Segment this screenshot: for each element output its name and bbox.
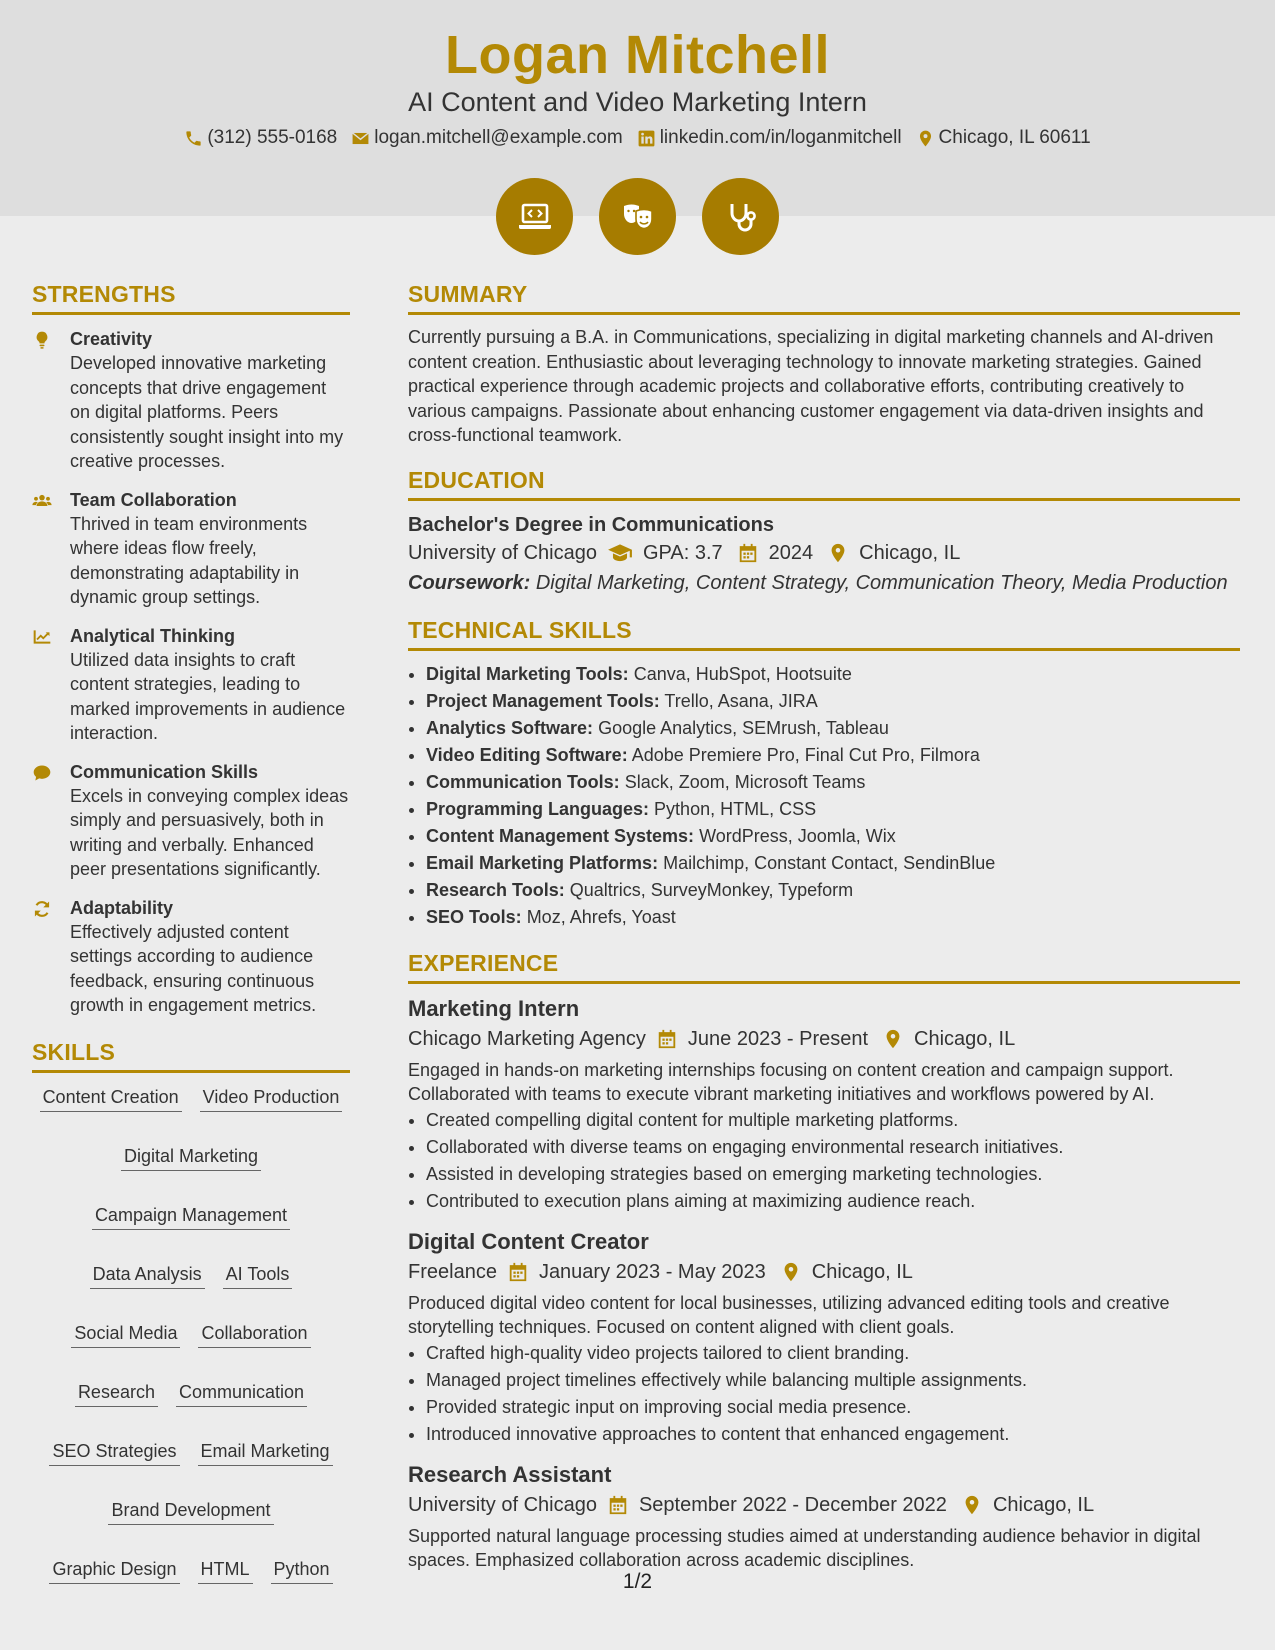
list-item: • Contributed to execution plans aiming at maximizing audience reach.: [426, 1188, 1240, 1215]
skill-tag: Graphic Design: [49, 1557, 179, 1584]
tech-skill-label: Programming Languages:: [426, 798, 650, 819]
contact-email[interactable]: [351, 125, 622, 151]
tech-skill-label: Analytics Software:: [426, 717, 594, 738]
map-pin-icon: [827, 542, 849, 564]
coursework-list: Digital Marketing, Content Strategy, Communication Theory, Media Production: [535, 571, 1228, 594]
list-item: [426, 823, 1240, 850]
skill-tag: Research: [75, 1380, 158, 1407]
tech-skill-value: Slack, Zoom, Microsoft Teams: [624, 771, 866, 792]
job-location: Chicago, IL: [992, 1493, 1095, 1516]
resume-header: [0, 0, 1275, 216]
coursework-label: Coursework:: [408, 571, 531, 594]
job-meta: [408, 1257, 1240, 1287]
skill-tag: Brand Development: [108, 1498, 273, 1525]
job-dates: January 2023 - May 2023: [538, 1260, 766, 1283]
job-description: Produced digital video content for local businesses, utilizing advanced editing tools and creative storytelling techniques. Focused on content aligned with client goals.: [408, 1292, 1170, 1337]
users-icon: [32, 491, 52, 511]
sync-icon: [32, 899, 52, 919]
skills-heading: SKILLS: [32, 1038, 350, 1073]
map-pin-icon: [916, 129, 935, 148]
job-meta: [408, 1024, 1240, 1054]
skill-tag: Collaboration: [198, 1321, 310, 1348]
badge-stethoscope: [702, 178, 779, 255]
strength-desc: Effectively adjusted content settings according to audience feedback, ensuring continuous growth in engagement metrics.: [70, 921, 317, 1015]
job-bullets: [408, 1340, 1240, 1448]
job-location: Chicago, IL: [914, 1027, 1016, 1050]
calendar-icon: [507, 1261, 529, 1283]
contact-bar: [0, 125, 1275, 151]
strength-desc: Thrived in team environments where ideas flow freely, demonstrating adaptability in dynamic group settings.: [70, 513, 308, 607]
strength-desc: Developed innovative marketing concepts that drive engagement on digital platforms. Peers consistently sought insight into my creative processes.: [70, 353, 344, 471]
strength-desc: Excels in conveying complex ideas simply and persuasively, both in writing and verbally. Enhanced peer presentations significantly.: [70, 785, 349, 879]
tech-skill-value: Adobe Premiere Pro, Final Cut Pro, Filmora: [631, 744, 980, 765]
list-item: • Assisted in developing strategies based on emerging marketing technologies.: [426, 1161, 1240, 1188]
list-item: [426, 715, 1240, 742]
list-item: [426, 661, 1240, 688]
graduation-year: 2024: [768, 541, 814, 564]
calendar-icon: [656, 1028, 678, 1050]
badge-row: [0, 178, 1275, 255]
job-meta: [408, 1490, 1240, 1520]
list-item: [426, 796, 1240, 823]
tech-skill-label: Digital Marketing Tools:: [426, 663, 629, 684]
company-name: University of Chicago: [408, 1493, 597, 1516]
strengths-list: [32, 327, 350, 1018]
linkedin-icon: [637, 129, 656, 148]
tech-skill-value: Moz, Ahrefs, Yoast: [526, 906, 676, 927]
map-pin-icon: [961, 1494, 983, 1516]
skill-tag: Python: [271, 1557, 333, 1584]
list-item: • Created compelling digital content for multiple marketing platforms.: [426, 1107, 1240, 1134]
calendar-icon: [737, 542, 759, 564]
tech-skill-value: WordPress, Joomla, Wix: [699, 825, 896, 846]
left-column: [32, 280, 350, 1584]
contact-phone[interactable]: [184, 125, 337, 151]
skill-tag: Content Creation: [40, 1085, 182, 1112]
candidate-title: AI Content and Video Marketing Intern: [408, 87, 867, 117]
strength-item: [32, 896, 350, 1018]
linkedin-text: linkedin.com/in/loganmitchell: [659, 127, 902, 148]
job-description: Supported natural language processing studies aimed at understanding audience behavior in digital spaces. Emphasized collaboration across academic disciplines.: [408, 1525, 1201, 1570]
job-entry: [408, 1460, 1240, 1573]
tech-skill-value: Mailchimp, Constant Contact, SendinBlue: [663, 852, 996, 873]
company-name: Freelance: [408, 1260, 497, 1283]
skill-tag: Digital Marketing: [121, 1144, 261, 1171]
candidate-name: Logan Mitchell: [445, 25, 830, 85]
education-location: Chicago, IL: [859, 541, 961, 564]
list-item: [426, 904, 1240, 931]
map-pin-icon: [780, 1261, 802, 1283]
job-title: Marketing Intern: [408, 995, 580, 1021]
list-item: • Provided strategic input on improving social media presence.: [426, 1394, 1240, 1421]
theater-masks-icon: [618, 197, 658, 237]
strength-title: Creativity: [70, 329, 153, 349]
skill-tag: Communication: [176, 1380, 307, 1407]
technical-skills-heading: TECHNICAL SKILLS: [408, 616, 1240, 651]
contact-linkedin[interactable]: [637, 125, 902, 151]
stethoscope-icon: [721, 197, 761, 237]
job-bullets: [408, 1107, 1240, 1215]
job-description: Engaged in hands-on marketing internships focusing on content creation and campaign support. Collaborated with teams to execute vibrant marketing initiatives and workflows powered by AI.: [408, 1059, 1174, 1104]
graduation-cap-icon: [607, 540, 633, 566]
education-meta: [408, 538, 1240, 568]
job-dates: September 2022 - December 2022: [638, 1493, 947, 1516]
tech-skill-value: Canva, HubSpot, Hootsuite: [633, 663, 852, 684]
skills-cloud: [32, 1085, 350, 1584]
skill-tag: Email Marketing: [198, 1439, 333, 1466]
map-pin-icon: [882, 1028, 904, 1050]
list-item: [426, 877, 1240, 904]
company-name: Chicago Marketing Agency: [408, 1027, 646, 1050]
job-title: Digital Content Creator: [408, 1228, 649, 1254]
chart-line-icon: [32, 627, 52, 647]
job-entry: [408, 994, 1240, 1215]
list-item: [426, 688, 1240, 715]
skill-tag: Social Media: [71, 1321, 180, 1348]
strength-item: [32, 624, 350, 746]
laptop-code-icon: [515, 197, 555, 237]
envelope-icon: [351, 129, 370, 148]
tech-skill-value: Trello, Asana, JIRA: [664, 690, 818, 711]
degree-title: Bachelor's Degree in Communications: [408, 513, 774, 536]
job-location: Chicago, IL: [811, 1260, 913, 1283]
job-title: Research Assistant: [408, 1461, 612, 1487]
tech-skill-label: Communication Tools:: [426, 771, 620, 792]
strength-title: Analytical Thinking: [70, 625, 236, 646]
skill-tag: AI Tools: [223, 1262, 293, 1289]
phone-icon: [184, 129, 203, 148]
tech-skill-label: Content Management Systems:: [426, 825, 695, 846]
education-heading: EDUCATION: [408, 466, 1240, 501]
strength-item: [32, 760, 350, 882]
list-item: • Managed project timelines effectively while balancing multiple assignments.: [426, 1367, 1240, 1394]
badge-laptop: [496, 178, 573, 255]
strength-title: Adaptability: [70, 897, 174, 918]
list-item: • Introduced innovative approaches to content that enhanced engagement.: [426, 1421, 1240, 1448]
skill-tag: SEO Strategies: [49, 1439, 179, 1466]
tech-skill-label: Research Tools:: [426, 879, 565, 900]
list-item: [426, 742, 1240, 769]
skill-tag: Data Analysis: [90, 1262, 205, 1289]
tech-skill-label: Video Editing Software:: [426, 744, 628, 765]
job-dates: June 2023 - Present: [687, 1027, 869, 1050]
tech-skill-value: Qualtrics, SurveyMonkey, Typeform: [569, 879, 854, 900]
summary-text: Currently pursuing a B.A. in Communications, specializing in digital marketing channels and AI-driven content creation. Enthusiastic about leveraging technology to innovate marketing strategies. Gained practical experience through academic projects and collaborative efforts, contributing creatively to various campaigns. Passionate about enhancing customer engagement via data-driven insights and cross-functional teamwork.: [408, 327, 1214, 445]
strength-desc: Utilized data insights to craft content strategies, leading to marked improvements in audience interaction.: [70, 649, 346, 743]
skill-tag: Campaign Management: [92, 1203, 290, 1230]
calendar-icon: [607, 1494, 629, 1516]
list-item: • Crafted high-quality video projects tailored to client branding.: [426, 1340, 1240, 1367]
list-item: • Collaborated with diverse teams on engaging environmental research initiatives.: [426, 1134, 1240, 1161]
job-entry: [408, 1227, 1240, 1448]
tech-skill-value: Python, HTML, CSS: [654, 798, 817, 819]
tech-skill-value: Google Analytics, SEMrush, Tableau: [598, 717, 889, 738]
right-column: [408, 280, 1240, 1573]
strength-item: [32, 327, 350, 474]
strength-item: [32, 488, 350, 610]
gpa-text: GPA: 3.7: [642, 541, 723, 564]
phone-text: (312) 555-0168: [207, 127, 338, 148]
tech-skill-label: Project Management Tools:: [426, 690, 660, 711]
list-item: [426, 769, 1240, 796]
strengths-heading: STRENGTHS: [32, 280, 350, 315]
experience-heading: EXPERIENCE: [408, 949, 1240, 984]
school-name: University of Chicago: [408, 541, 597, 564]
technical-skills-list: [408, 661, 1240, 931]
lightbulb-icon: [32, 330, 52, 350]
tech-skill-label: SEO Tools:: [426, 906, 522, 927]
skill-tag: HTML: [198, 1557, 253, 1584]
page-number: 1/2: [622, 1570, 653, 1593]
tech-skill-label: Email Marketing Platforms:: [426, 852, 659, 873]
skill-tag: Video Production: [200, 1085, 343, 1112]
summary-heading: SUMMARY: [408, 280, 1240, 315]
strength-title: Team Collaboration: [70, 489, 237, 510]
coursework-line: [408, 568, 1240, 598]
location-text: Chicago, IL 60611: [938, 127, 1091, 148]
strength-title: Communication Skills: [70, 761, 259, 782]
email-text: logan.mitchell@example.com: [374, 127, 623, 148]
list-item: [426, 850, 1240, 877]
contact-location: [916, 125, 1091, 151]
comment-icon: [32, 763, 52, 783]
badge-masks: [599, 178, 676, 255]
